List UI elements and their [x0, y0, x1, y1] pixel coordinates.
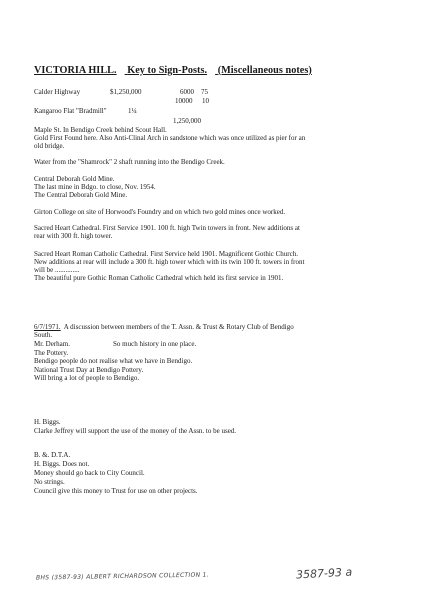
sacred2-line-2: New additions at rear will include a 300 ft. high tower which with its twin 100 ft. towers in front — [34, 258, 305, 266]
bdta-line-2: H. Biggs. Does not. — [34, 460, 90, 468]
calder-label: Calder Highway — [34, 88, 81, 96]
water-line-1: Water from the "Shamrock" 2 shaft running into the Bendigo Creek. — [34, 158, 225, 166]
deborah-line-2: The last mine in Bdgo. to close, Nov. 1954. — [34, 183, 156, 191]
biggs1-line-2: Clarke Jeffrey will support the use of the money of the Assn. to be used. — [34, 427, 237, 435]
meeting-line-7: Will bring a lot of people to Bendigo. — [34, 374, 140, 382]
kangaroo-frac: 1¼ — [128, 107, 137, 115]
bdta-line-3: Money should go back to City Council. — [34, 469, 145, 477]
meeting-date: 6/7/1971. — [34, 323, 61, 331]
collection-annotation: BHS (3587-93) ALBERT RICHARDSON COLLECTION 1. — [35, 571, 209, 582]
sacred2-line-4: The beautiful pure Gothic Roman Catholic Cathedral which held its first service in 1901. — [34, 274, 284, 282]
maple-line-2: Gold First Found here. Also Anti-Clinal Arch in sandstone which was once utilized as pier for an — [34, 134, 306, 142]
meeting-line-4: The Pottery. — [34, 349, 69, 357]
title-key: Key to Sign-Posts. — [127, 65, 208, 76]
meeting-line-2: South. — [34, 331, 53, 339]
sacred1-line-2: rear with 300 ft. high tower. — [34, 232, 113, 240]
meeting-line-3: So much history in one place. — [113, 340, 197, 348]
girton-line-1: Girton College on site of Horwood's Foundry and on which two gold mines once worked. — [34, 208, 286, 216]
meeting-line-1-rest: A discussion between members of the T. Assn. & Trust & Rotary Club of Bendigo — [60, 323, 294, 331]
calder-n2: 75 — [201, 88, 208, 96]
bdta-line-4: No strings. — [34, 478, 65, 486]
biggs1-line-1: H. Biggs. — [34, 418, 61, 426]
meeting-line-6: National Trust Day at Bendigo Pottery. — [34, 366, 144, 374]
calder-n1: 6000 — [180, 88, 194, 96]
deborah-line-3: The Central Deborah Gold Mine. — [34, 191, 128, 199]
reference-number: 3587-93 a — [295, 565, 353, 582]
maple-line-3: old bridge. — [34, 142, 65, 150]
sacred2-line-1: Sacred Heart Roman Catholic Cathedral. First Service held 1901. Magnificent Gothic Church. — [34, 250, 298, 258]
calder-n4: 10 — [202, 97, 209, 105]
bdta-line-5: Council give this money to Trust for use on other projects. — [34, 487, 198, 495]
meeting-speaker: Mr. Derham. — [34, 340, 70, 348]
deborah-line-1: Central Deborah Gold Mine. — [34, 175, 115, 183]
meeting-line-1 — [34, 323, 294, 331]
sacred2-line-3: will be .............. — [34, 266, 80, 274]
maple-line-1: Maple St. In Bendigo Creek behind Scout Hall. — [34, 126, 167, 134]
calder-n3: 10000 — [175, 97, 193, 105]
meeting-line-5: Bendigo people do not realise what we have in Bendigo. — [34, 357, 193, 365]
title-note: (Miscellaneous notes) — [217, 65, 312, 76]
title-main: VICTORIA HILL. — [34, 65, 117, 76]
bdta-line-1: B. &. D.T.A. — [34, 451, 71, 459]
kangaroo-total: 1,250,000 — [173, 117, 201, 125]
page-title — [34, 65, 312, 76]
calder-price: $1,250,000 — [110, 88, 142, 96]
sacred1-line-1: Sacred Heart Cathedral. First Service 1901. 100 ft. high Twin towers in front. New additions at — [34, 224, 300, 232]
kangaroo-label: Kangaroo Flat "Bradmill" — [34, 107, 107, 115]
